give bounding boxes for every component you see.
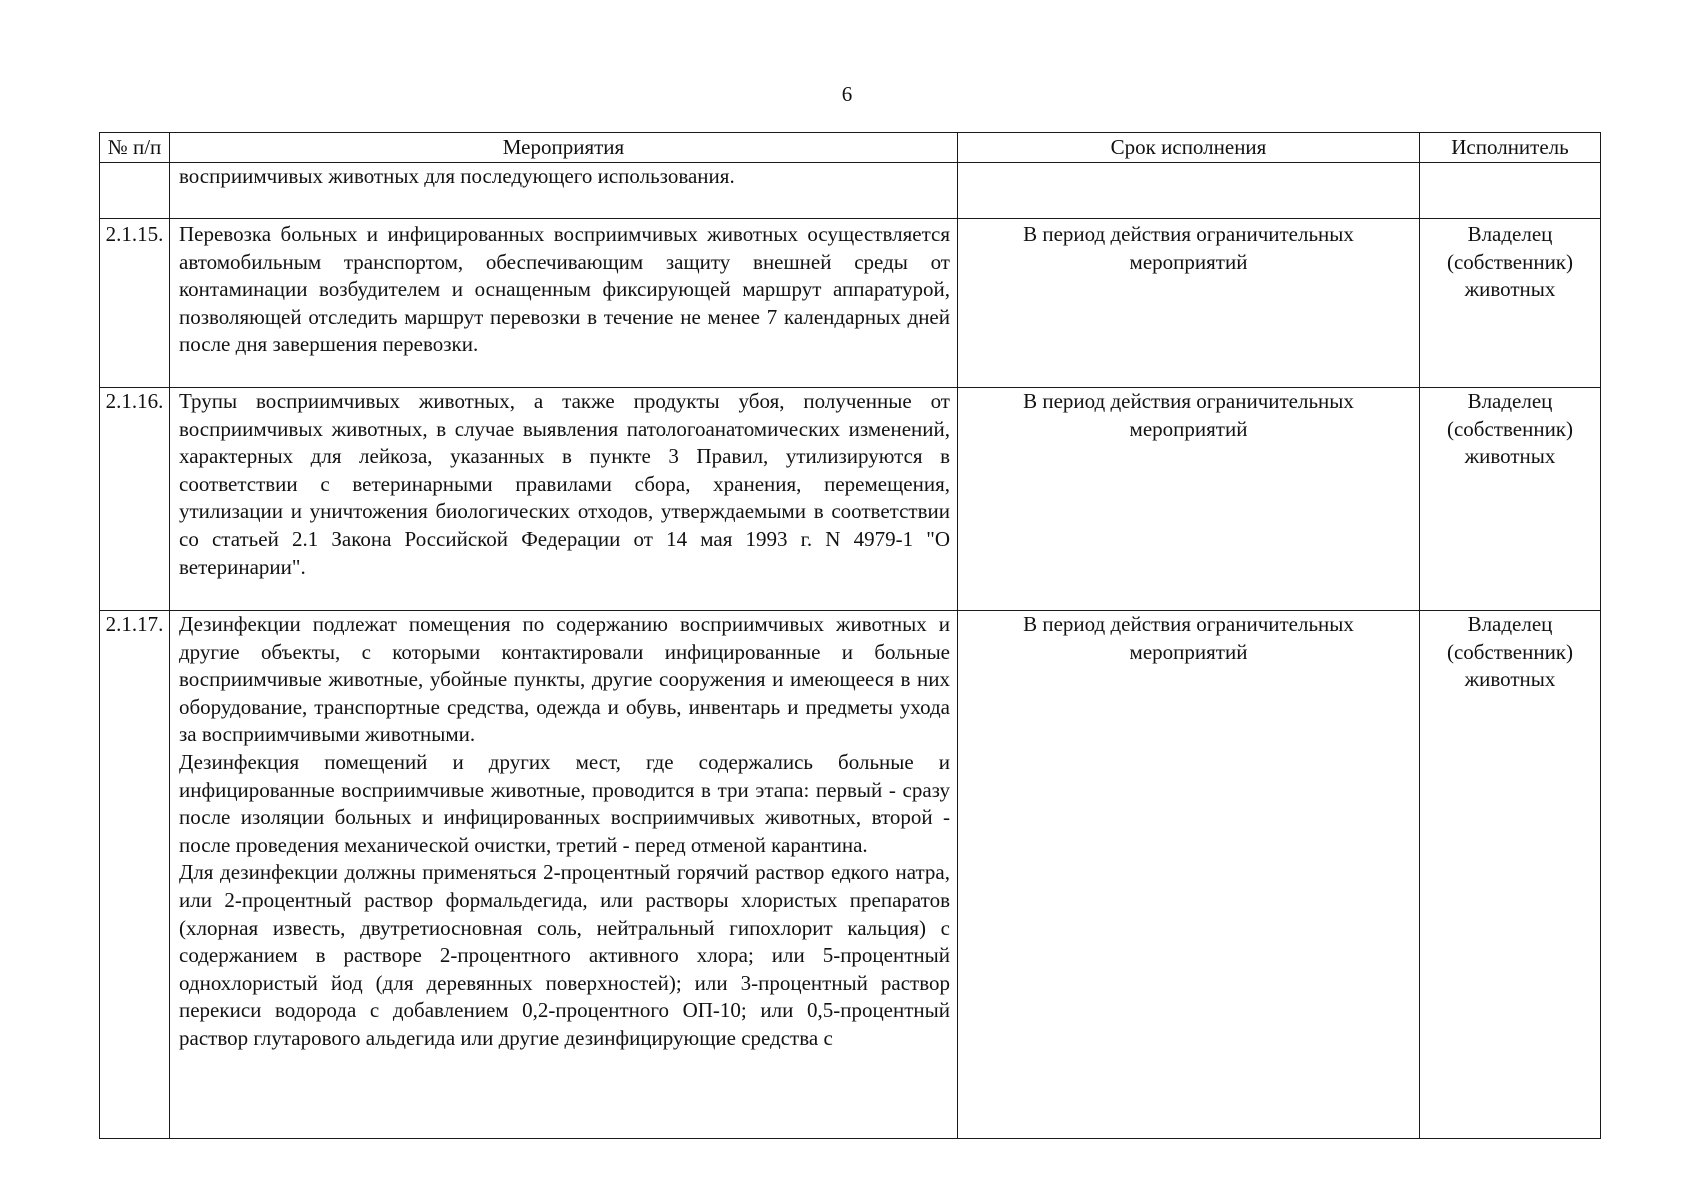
table-row (100, 219, 1601, 388)
header-num: № п/п (100, 133, 170, 163)
deadline-cell (958, 163, 1420, 219)
header-action: Мероприятия (170, 133, 958, 163)
table-body (100, 163, 1601, 1139)
table-row (100, 611, 1601, 1139)
action-cell (170, 219, 958, 388)
table-row (100, 163, 1601, 219)
action-paragraph: Для дезинфекции должны применяться 2-процентный горячий раствор едкого натра, или 2-процентный раствор формальдегида, или растворы хлористых препаратов (хлорная известь, двутретиосновная соль, нейтральный гипохлорит кальция) с содержанием в растворе 2-процентного активного хлора; или 5-процентный однохлористый йод (для деревянных поверхностей); или 3-процентный раствор перекиси водорода с добавлением 0,2-процентного ОП-10; или 0,5-процентный раствор глутарового альдегида или другие дезинфицирующие средства с (179, 860, 950, 1050)
action-paragraph: Дезинфекции подлежат помещения по содержанию восприимчивых животных и другие объекты, с которыми контактировали инфицированные и больные восприимчивые животные, убойные пункты, другие сооружения и имеющееся в них оборудование, транспортные средства, одежда и обувь, инвентарь и предметы ухода за восприимчивыми животными. (179, 612, 950, 747)
header-row (100, 133, 1601, 163)
row-number (100, 163, 170, 219)
action-paragraph: восприимчивых животных для последующего использования. (179, 164, 735, 188)
table-row (100, 388, 1601, 611)
row-number: 2.1.17. (100, 611, 170, 1139)
header-deadline: Срок исполнения (958, 133, 1420, 163)
deadline-cell: В период действия ограничительных мероприятий (958, 611, 1420, 1139)
measures-table (99, 132, 1601, 1139)
action-cell (170, 388, 958, 611)
page-number: 6 (841, 82, 853, 106)
action-cell (170, 611, 958, 1139)
deadline-cell: В период действия ограничительных мероприятий (958, 388, 1420, 611)
executor-cell: Владелец (собственник) животных (1420, 611, 1601, 1139)
header-executor: Исполнитель (1420, 133, 1601, 163)
deadline-cell: В период действия ограничительных мероприятий (958, 219, 1420, 388)
action-cell (170, 163, 958, 219)
row-number: 2.1.16. (100, 388, 170, 611)
table-header (100, 133, 1601, 163)
action-paragraph: Перевозка больных и инфицированных восприимчивых животных осуществляется автомобильным транспортом, обеспечивающим защиту внешней среды от контаминации возбудителем и оснащенным фиксирующей маршрут аппаратурой, позволяющей отследить маршрут перевозки в течение не менее 7 календарных дней после дня завершения перевозки. (179, 222, 950, 357)
row-number: 2.1.15. (100, 219, 170, 388)
action-paragraph: Трупы восприимчивых животных, а также продукты убоя, полученные от восприимчивых животных, в случае выявления патологоанатомических изменений, характерных для лейкоза, указанных в пункте 3 Правил, утилизируются в соответствии с ветеринарными правилами сбора, хранения, перемещения, утилизации и уничтожения биологических отходов, утверждаемыми в соответствии со статьей 2.1 Закона Российской Федерации от 14 мая 1993 г. N 4979-1 "О ветеринарии". (179, 389, 950, 579)
executor-cell: Владелец (собственник) животных (1420, 219, 1601, 388)
action-paragraph: Дезинфекция помещений и других мест, где содержались больные и инфицированные восприимчивые животные, проводится в три этапа: первый - сразу после изоляции больных и инфицированных восприимчивых животных, второй - после проведения механической очистки, третий - перед отменой карантина. (179, 749, 950, 857)
executor-cell (1420, 163, 1601, 219)
executor-cell: Владелец (собственник) животных (1420, 388, 1601, 611)
